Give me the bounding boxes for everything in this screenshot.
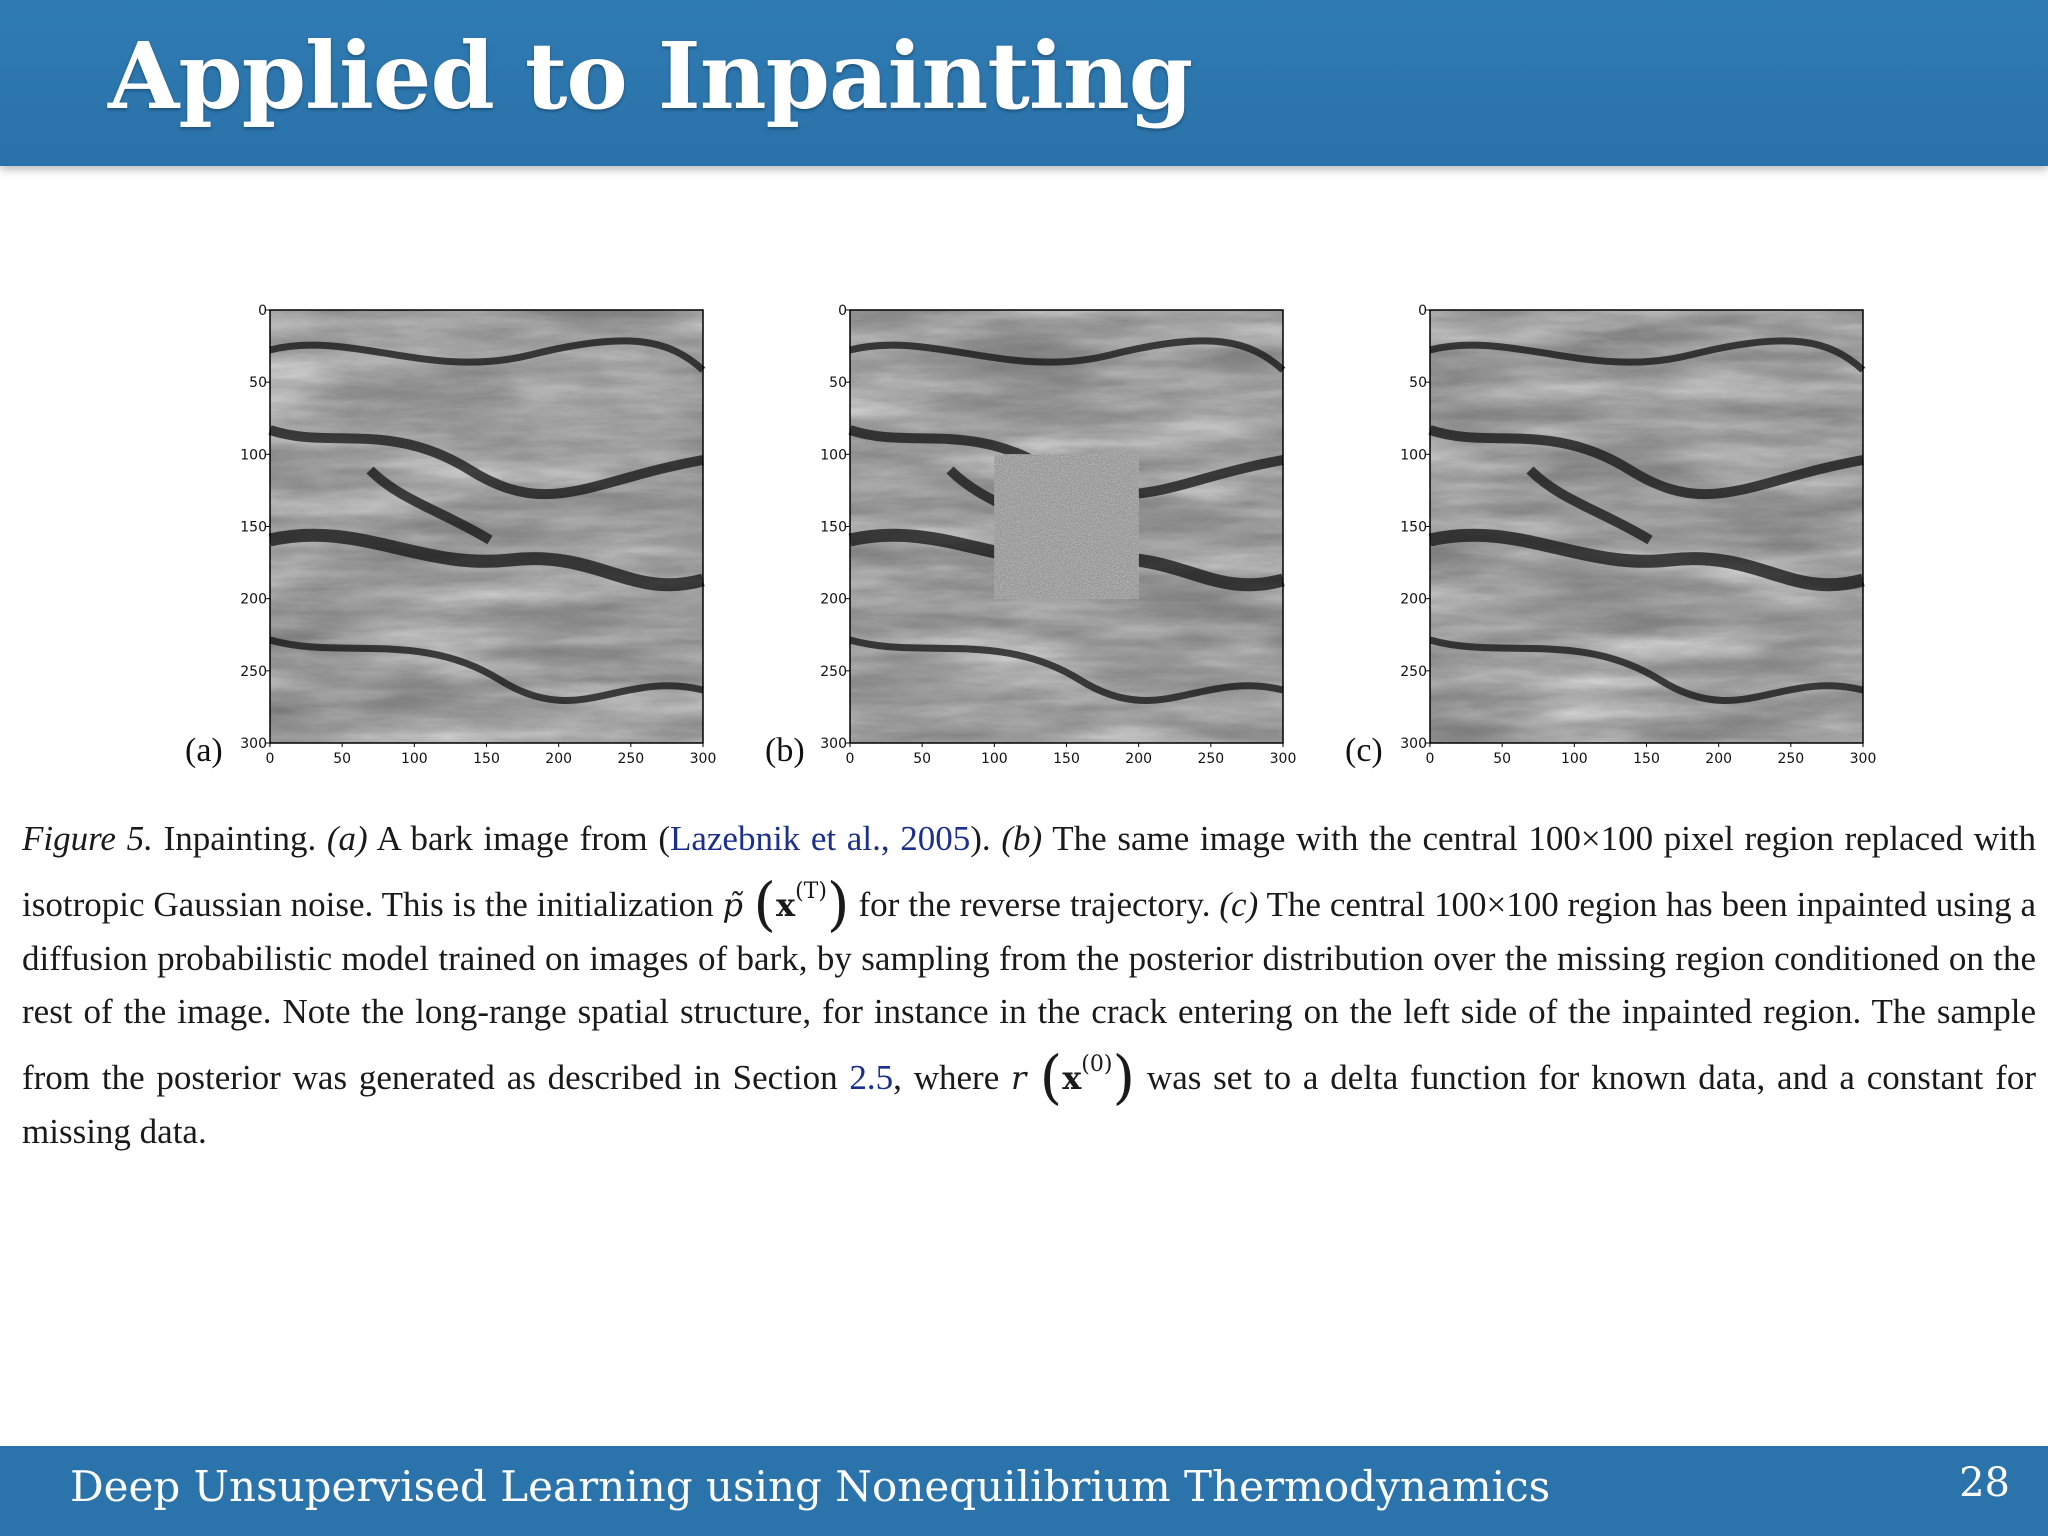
caption-text-c: The central 100×100 region has been inpainted using a diffusion probabilistic model trained on images of bark, by sampling from the posterior distribution over the missing region conditioned on the rest of the image. Note the long-range spatial structure, for instance in the crack entering on the left side of the inpainted region. The sample from the posterior was generated as described in Section <box>22 885 2037 1097</box>
y-tick-label: 250 <box>1400 663 1427 680</box>
y-tick-label: 250 <box>240 663 267 680</box>
x-tick-label: 150 <box>1053 751 1080 767</box>
x-tick-label: 200 <box>1125 751 1153 767</box>
math-fn-r: r <box>1011 1059 1027 1097</box>
y-tick-label: 0 <box>1418 303 1427 319</box>
y-tick-label: 200 <box>240 591 267 608</box>
caption-text-b: The same image with the central 100×100 pixel region replaced with isotropic Gaussian noise. This is the initialization <box>22 819 2037 924</box>
caption-label-b: (b) <box>1001 819 1043 858</box>
footer-bar <box>0 1446 2048 1536</box>
caption-text-a-end: ). <box>970 819 991 858</box>
caption-label-a: (a) <box>326 819 368 858</box>
caption-label-c: (c) <box>1219 885 1259 924</box>
y-tick-label: 0 <box>258 303 267 319</box>
bark-texture <box>1430 310 1863 743</box>
section-link[interactable]: 2.5 <box>849 1058 894 1097</box>
x-tick-label: 50 <box>1493 751 1512 767</box>
math-expression-1: p̃ $(x^{(T)})$ <box>722 870 850 938</box>
x-tick-label: 100 <box>980 751 1008 767</box>
caption-text-b-end: for the reverse trajectory. <box>858 885 1211 924</box>
figure-label: Figure 5. <box>22 819 153 858</box>
y-tick-label: 250 <box>820 663 847 680</box>
math-var-x: x <box>776 886 796 924</box>
math-sup-T: (T) <box>795 879 827 904</box>
y-tick-label: 150 <box>240 519 267 536</box>
x-tick-label: 100 <box>1560 751 1588 767</box>
page-number: 28 <box>1959 1460 2010 1506</box>
x-tick-label: 50 <box>913 751 932 767</box>
y-tick-label: 200 <box>1400 591 1427 608</box>
footer-title: Deep Unsupervised Learning using Nonequilibrium Thermodynamics <box>70 1462 1551 1511</box>
y-tick-label: 50 <box>249 375 267 392</box>
y-tick-label: 100 <box>240 447 267 464</box>
y-tick-label: 150 <box>820 519 847 536</box>
x-tick-label: 250 <box>1777 751 1805 767</box>
math-fn-p: p̃ <box>722 886 743 924</box>
y-tick-label: 50 <box>829 375 847 392</box>
x-tick-label: 150 <box>1633 751 1660 767</box>
y-tick-label: 300 <box>820 736 847 752</box>
x-tick-label: 50 <box>333 751 352 767</box>
y-tick-label: 100 <box>820 447 847 464</box>
y-tick-label: 0 <box>838 303 847 319</box>
y-tick-label: 100 <box>1400 447 1427 464</box>
slide-title: Applied to Inpainting <box>108 22 1193 130</box>
x-tick-label: 0 <box>1425 751 1435 767</box>
y-tick-label: 300 <box>240 736 267 752</box>
caption-text-a: A bark image from ( <box>376 819 670 858</box>
figure-caption <box>22 812 2036 1158</box>
caption-sentence-1: Inpainting. <box>163 819 317 858</box>
title-bar <box>0 0 2048 166</box>
math-expression-2: r $(x^{(0)})$ <box>1011 1043 1136 1111</box>
y-tick-label: 300 <box>1400 736 1427 752</box>
caption-text-end: was set to a delta function for known data, and a constant for missing data. <box>22 1058 2037 1151</box>
x-tick-label: 300 <box>1849 751 1877 767</box>
bark-texture <box>270 310 703 743</box>
caption-text-where: , where <box>893 1058 1000 1097</box>
math-var-x0: x <box>1062 1059 1082 1097</box>
y-tick-label: 50 <box>1409 375 1427 392</box>
math-sup-0: (0) <box>1081 1052 1113 1077</box>
x-tick-label: 150 <box>473 751 500 767</box>
x-tick-label: 100 <box>400 751 428 767</box>
x-tick-label: 200 <box>545 751 573 767</box>
x-tick-label: 300 <box>1269 751 1297 767</box>
panel-a-image <box>185 290 745 770</box>
x-tick-label: 300 <box>689 751 717 767</box>
citation-link[interactable]: Lazebnik et al., 2005 <box>669 819 971 858</box>
panel-label: (b) <box>765 732 805 769</box>
noise-region <box>994 454 1138 598</box>
x-tick-label: 250 <box>617 751 645 767</box>
x-tick-label: 250 <box>1197 751 1225 767</box>
x-tick-label: 0 <box>845 751 855 767</box>
x-tick-label: 0 <box>265 751 275 767</box>
x-tick-label: 200 <box>1705 751 1733 767</box>
panel-label: (c) <box>1345 732 1383 769</box>
y-tick-label: 150 <box>1400 519 1427 536</box>
y-tick-label: 200 <box>820 591 847 608</box>
panel-c-image <box>1345 290 1905 770</box>
panel-b-image <box>765 290 1325 770</box>
figure-panels <box>0 290 2048 780</box>
panel-label: (a) <box>185 732 223 769</box>
